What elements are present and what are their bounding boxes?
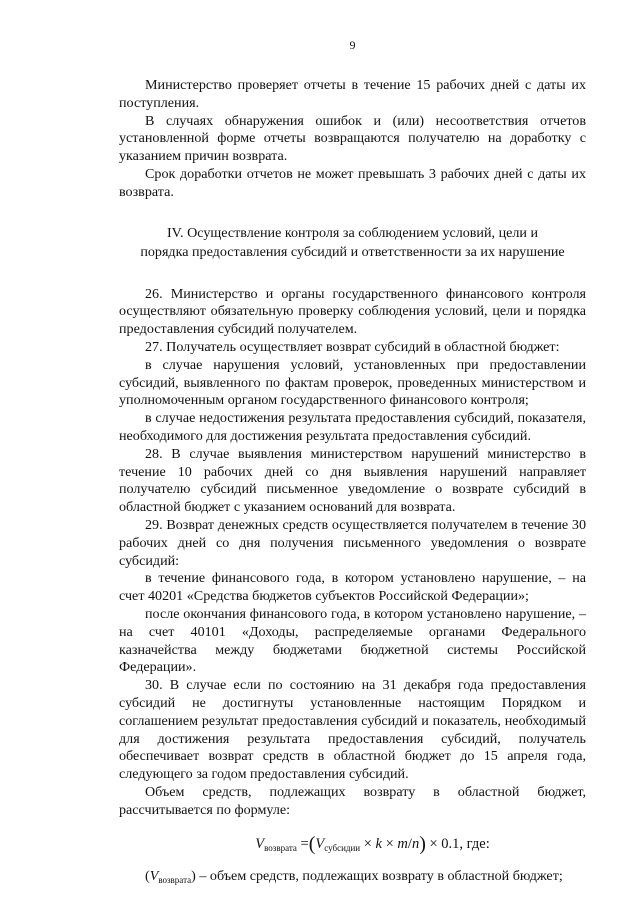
formula-m: m	[397, 836, 408, 853]
paragraph: Срок доработки отчетов не может превышать 3 рабочих дней с даты их возврата.	[119, 165, 586, 200]
paragraph: в течение финансового года, в котором установлено нарушение, – на счет 40201 «Средства бюджетов субъектов Российской Федерации»;	[119, 570, 586, 605]
section-title-line: IV. Осуществление контроля за соблюдением условий, цели и	[166, 224, 539, 241]
formula-factor: 0.1	[441, 836, 460, 853]
formula-lhs-sub: возврата	[264, 843, 297, 854]
formula-n: n	[411, 836, 420, 853]
top-paragraphs	[119, 77, 586, 202]
formula-v-symbol: V	[315, 836, 325, 853]
formula-times: ×	[385, 836, 394, 853]
paragraph: В случаях обнаружения ошибок и (или) несоответствия отчетов установленной форме отчеты возвращаются получателю на доработку с указанием причин возврата.	[119, 112, 586, 165]
paragraph-26: 26. Министерство и органы государственного финансового контроля осуществляют обязательную проверку соблюдения условий, цели и порядка предоставления субсидий получателем.	[119, 285, 586, 338]
formula-k: k	[375, 836, 382, 853]
formula-times: ×	[429, 836, 438, 853]
formula: $V_{возврата} =(V_{субсидии} \times k \times m/n) \times 0.1$, где:	[255, 833, 490, 856]
definition-sub: возврата	[158, 875, 192, 886]
paragraph-29: 29. Возврат денежных средств осуществляется получателем в течение 30 рабочих дней со дня получения письменного уведомления о возврате субсидий:	[119, 516, 586, 569]
section-title-line: порядка предоставления субсидий и ответственности за их нарушение	[140, 243, 565, 260]
paragraph: в случае недостижения результата предоставления субсидий, показателя, необходимого для достижения результата предоставления субсидий.	[119, 410, 586, 444]
definition: $(V_{возврата})$ – объем средств, подлежащих возврату в областной бюджет;	[145, 868, 563, 886]
body-paragraphs	[119, 286, 586, 820]
formula-slash: /	[407, 836, 412, 853]
page-number: 9	[349, 38, 356, 52]
section-title	[119, 224, 586, 262]
formula-v-symbol: V	[255, 836, 265, 853]
formula-rhs-sub: субсидии	[324, 843, 361, 854]
paragraph-27: 27. Получатель осуществляет возврат субсидий в областной бюджет:	[145, 338, 560, 355]
paragraph: Объем средств, подлежащих возврату в областной бюджет, рассчитывается по формуле:	[119, 783, 586, 818]
paragraph: Министерство проверяет отчеты в течение 15 рабочих дней с даты их поступления.	[119, 77, 586, 111]
definition-text: – объем средств, подлежащих возврату в областной бюджет;	[195, 868, 563, 885]
formula-suffix: , где:	[459, 836, 490, 853]
paragraph-30: 30. В случае если по состоянию на 31 декабря года предоставления субсидий не достигнуты установленные настоящим Порядком и соглашением результат предоставления субсидий и показатель, необходимый для достижения результата предоставления субсидий, получатель обеспечивает возврат средств в областной бюджет до 15 апреля года, следующего за годом предоставления субсидий.	[119, 677, 586, 783]
paragraph-28: 28. В случае выявления министерством нарушений министерство в течение 10 рабочих дней со дня выявления нарушений направляет получателю субсидий письменное уведомление о возврате субсидий в областной бюджет с указанием оснований для возврата.	[119, 445, 586, 516]
formula-times: ×	[363, 836, 372, 853]
paragraph: после окончания финансового года, в котором установлено нарушение, – на счет 40101 «Доходы, распределяемые органами Федерального казначейства между бюджетами бюджетной системы Российской Федерации».	[119, 605, 586, 676]
definition-v-symbol: V	[149, 868, 159, 885]
paragraph: в случае нарушения условий, установленных при предоставлении субсидий, выявленного по фактам проверок, проведенных министерством и уполномоченным органом государственного финансового контроля;	[119, 356, 586, 409]
